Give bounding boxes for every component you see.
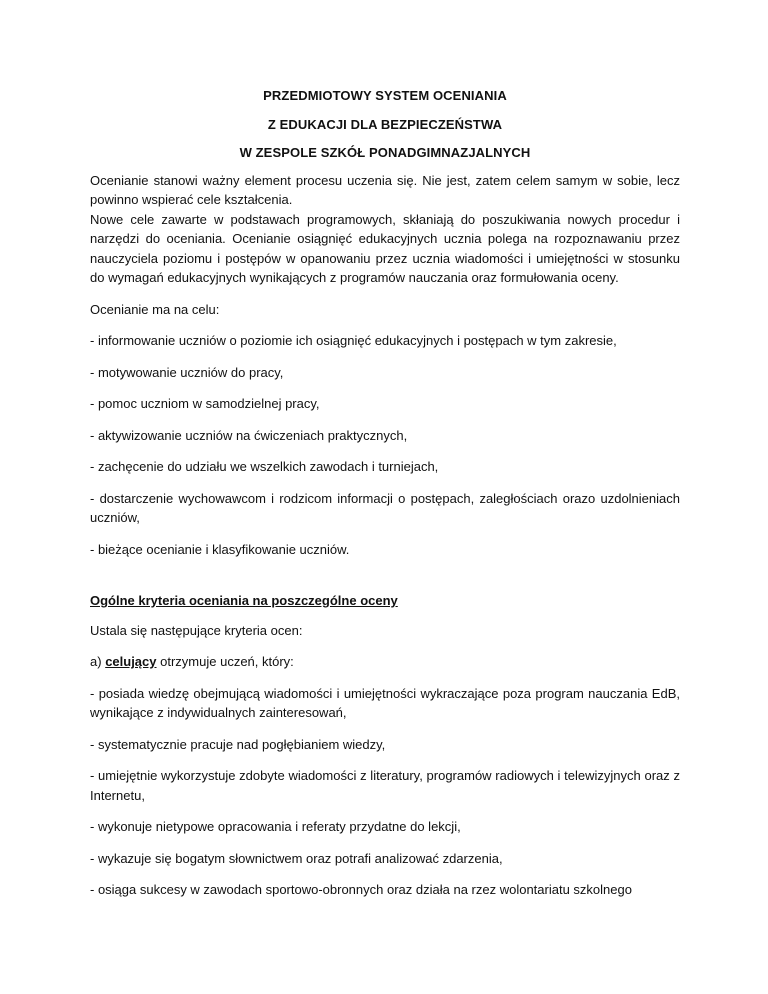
criteria-item: - wykonuje nietypowe opracowania i referaty przydatne do lekcji,	[90, 819, 461, 834]
grade-line	[90, 652, 680, 672]
grade-name: celujący	[105, 654, 157, 669]
goal-item: - bieżące ocenianie i klasyfikowanie uczniów.	[90, 541, 350, 557]
goal-item: - informowanie uczniów o poziomie ich osiągnięć edukacyjnych i postępach w tym zakresie,	[90, 333, 617, 348]
goal-item: - dostarczenie wychowawcom i rodzicom informacji o postępach, zaległościach orazo uzdolnieniach uczniów,	[90, 490, 680, 525]
intro-paragraph-2: Nowe cele zawarte w podstawach programowych, skłaniają do poszukiwania nowych procedur i narzędzi do oceniania. Ocenianie osiągnięć edukacyjnych ucznia polega na rozpoznawaniu przez nauczyciela poziomu i postępów w opanowaniu przez ucznia wiadomości i umiejętności w stosunku do wymagań edukacyjnych wynikających z programów nauczania oraz formułowania oceny.	[90, 211, 680, 285]
document-page	[90, 86, 680, 912]
goal-item: - zachęcenie do udziału we wszelkich zawodach i turniejach,	[90, 459, 439, 474]
criteria-item: - osiąga sukcesy w zawodach sportowo-obronnych oraz działa na rzez wolontariatu szkolnego	[90, 882, 632, 897]
document-title-line-2: Z EDUKACJI DLA BEZPIECZEŃSTWA	[267, 116, 503, 132]
goal-item: - pomoc uczniom w samodzielnej pracy,	[90, 396, 320, 411]
grade-suffix: otrzymuje uczeń, który:	[160, 654, 294, 669]
criteria-item: - systematycznie pracuje nad pogłębianiem wiedzy,	[90, 736, 386, 752]
criteria-list	[90, 684, 680, 900]
criteria-heading: Ogólne kryteria oceniania na poszczególne oceny	[90, 593, 398, 608]
criteria-lead: Ustala się następujące kryteria ocen:	[90, 622, 303, 638]
goals-lead: Ocenianie ma na celu:	[90, 301, 220, 317]
document-title-line-1: PRZEDMIOTOWY SYSTEM OCENIANIA	[263, 88, 507, 103]
grade-prefix: a)	[90, 654, 102, 669]
criteria-item: - wykazuje się bogatym słownictwem oraz potrafi analizować zdarzenia,	[90, 850, 503, 866]
goal-item: - motywowanie uczniów do pracy,	[90, 364, 284, 380]
intro-paragraph-1: Ocenianie stanowi ważny element procesu uczenia się. Nie jest, zatem celem samym w sobie, lecz powinno wspierać cele kształcenia.	[90, 172, 680, 207]
document-title-line-3: W ZESPOLE SZKÓŁ PONADGIMNAZJALNYCH	[239, 145, 531, 160]
criteria-item: - umiejętnie wykorzystuje zdobyte wiadomości z literatury, programów radiowych i telewizyjnych oraz z Internetu,	[90, 768, 680, 803]
goals-list	[90, 331, 680, 559]
goal-item: - aktywizowanie uczniów na ćwiczeniach praktycznych,	[90, 427, 408, 443]
criteria-item: - posiada wiedzę obejmującą wiadomości i umiejętności wykraczające poza program nauczania EdB, wynikające z indywidualnych zainteresowań,	[90, 685, 680, 720]
